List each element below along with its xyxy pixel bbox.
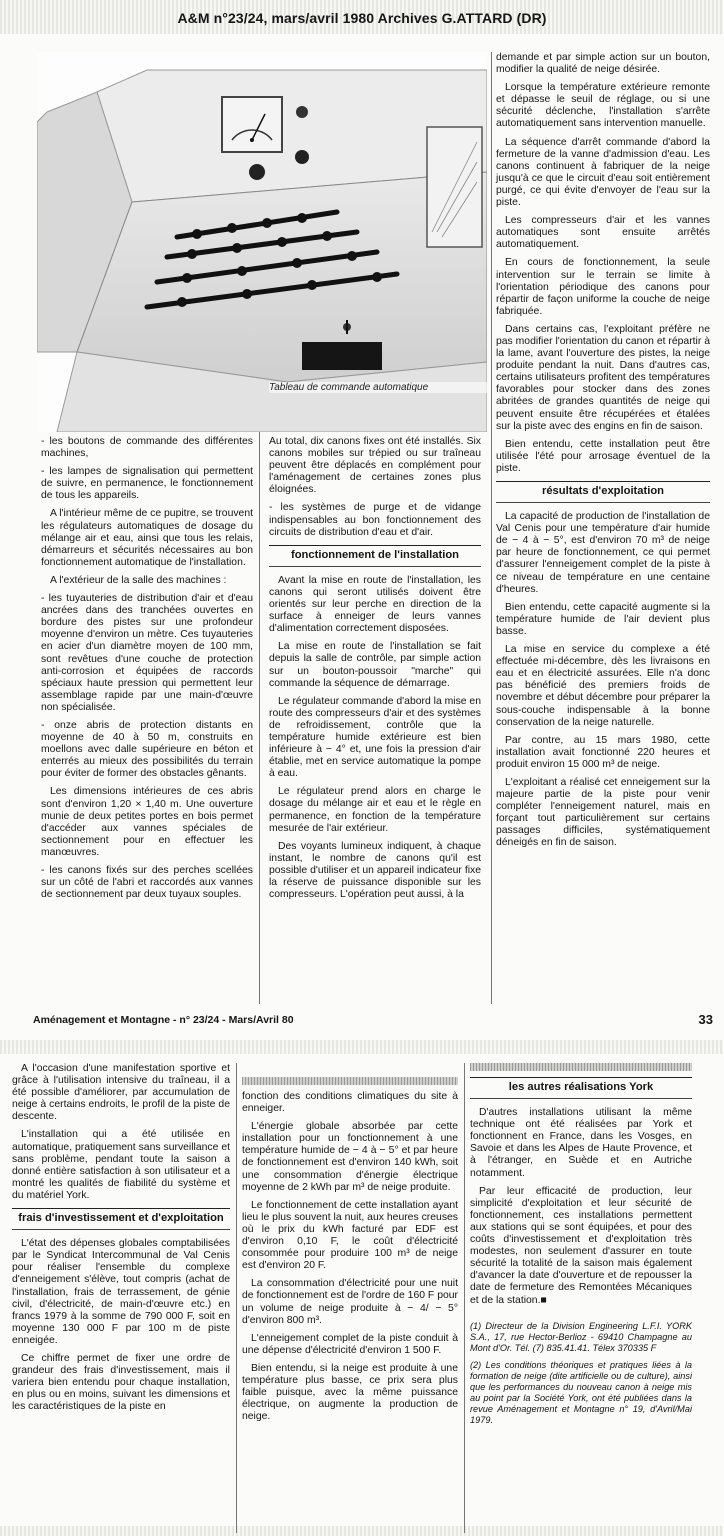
paragraph: La séquence d'arrêt commande d'abord la fermeture de la vanne d'admission d'eau. Les canons continuent à fabriquer de la neige jusqu'à ce que le circuit d'eau soit entièrement purgé, ce qui évite d'envoyer de l'eau sur la piste. — [496, 136, 710, 209]
column-divider — [491, 52, 492, 1004]
column-divider — [236, 1063, 237, 1533]
paragraph: fonction des conditions climatiques du site à enneiger. — [242, 1091, 458, 1115]
paragraph: L'enneigement complet de la piste conduit à une dépense d'électricité d'environ 1 500 F. — [242, 1332, 458, 1356]
paragraph: La consommation d'électricité pour une nuit de fonctionnement est de l'ordre de 160 F pour un volume de neige produite à − 4/ − 5° d'environ 800 m³. — [242, 1278, 458, 1326]
paragraph: - les canons fixés sur des perches scellées sur un côté de l'abri et raccordés aux vannes de sectionnement par deux tuyaux souples. — [41, 865, 253, 901]
footnotes — [470, 1321, 692, 1426]
paragraph: L'exploitant a réalisé cet enneigement sur la majeure partie de la piste pour venir compléter l'enneigement naturel, mais en forçant tout particulièrement sur certains passages difficiles, systématiquement déneigés en fin de saison. — [496, 776, 710, 849]
paragraph: L'état des dépenses globales comptabilisées par le Syndicat Intercommunal de Val Cenis pour réaliser l'ensemble du complexe d'enneigement s'élève, tout compris (achat de l'installation, frais de terrassement, de génie civil, d'électricité, de main-d'œuvre etc.) en francs 1979 à la somme de 790 000 F, soit en moyenne 130 000 F par 100 m de piste enneigée. — [12, 1238, 230, 1346]
paragraph: Ce chiffre permet de fixer une ordre de grandeur des frais d'investissement, mais il variera bien entendu pour chaque installation, en plus ou en moins, suivant les dimensions et les caractéristiques de la piste en — [12, 1352, 230, 1413]
footnote-2: (2) Les conditions théoriques et pratiques liées à la formation de neige (dite artificielle ou de culture), ainsi que les performances du nouveau canon à neige mis au point par la Société York, ont été publiées dans la revue Aménagement et Montagne n° 19, d'Avril/Mai 1979. — [470, 1359, 692, 1425]
paragraph: - les tuyauteries de distribution d'air et d'eau ancrées dans des tranchées ouvertes en bordure des pistes sur une profondeur moyenne d'environ un mètre. Ces tuyauteries en acier d'un diamètre moyen de 100 mm, sont revêtues d'une couche de protection anti-corrosion et équipées de raccords spéciaux haute pression qui permettent leur assemblage rapide par une main-d'œuvre non spécialisée. — [41, 593, 253, 713]
paragraph: Lorsque la température extérieure remonte et dépasse le seuil de réglage, ou si une sécurité déclenche, l'installation s'arrête automatiquement sans intervention manuelle. — [496, 82, 710, 130]
paragraph — [470, 1186, 692, 1307]
section-heading-operation: fonctionnement de l'installation — [269, 545, 481, 567]
page33-column-3 — [496, 52, 710, 856]
paragraph: Par contre, au 15 mars 1980, cette installation avait fonctionné 220 heures et produit environ 15 000 m³ de neige. — [496, 734, 710, 770]
page-footer — [33, 1012, 713, 1028]
section-heading-results: résultats d'exploitation — [496, 481, 710, 503]
paragraph: La mise en route de l'installation se fait depuis la salle de contrôle, par simple action sur un bouton-poussoir "marche" qui commande la séquence de démarrage. — [269, 641, 481, 689]
paragraph: Le régulateur prend alors en charge le dosage du mélange air et eau et le règle en permanence, en fonction de la température mesurée de l'air extérieur. — [269, 786, 481, 834]
section-heading-costs: frais d'investissement et d'exploitation — [12, 1208, 230, 1230]
paragraph: Des voyants lumineux indiquent, à chaque instant, le nombre de canons qu'il est possible d'utiliser et un appareil indicateur fixe la réserve de puissance disponible sur les compresseurs. L'opération peut aussi, à la — [269, 840, 481, 901]
control-panel-illustration — [37, 52, 487, 432]
page-number: 33 — [698, 1012, 713, 1027]
footnote-1: (1) Directeur de la Division Engineering L.F.I. YORK S.A., 17, rue Hector-Berlioz - 69410 Champagne au Mont d'Or. Tél. (7) 835.41.41. Télex 370335 F — [470, 1320, 692, 1353]
page34-column-1 — [12, 1063, 230, 1419]
paragraph: Bien entendu, si la neige est produite à une température plus basse, ce prix sera plus faible puisque, avec la même puissance électrique, on augmente la production de neige. — [242, 1362, 458, 1423]
paragraph-text: Par leur efficacité de production, leur simplicité d'exploitation et leur sécurité de fonctionnement, ces installations permettent aux stations qui se sont équipées, et pour des coûts d'investissement et d'exploitation très modestes, non seulement d'assurer en toute sécurité la totalité de la saison mais également d'avancer la date d'ouverture et de repousser la date de fermeture des Remontées Mécaniques et de la station. — [470, 1185, 692, 1306]
column-divider — [464, 1063, 465, 1533]
paragraph: Bien entendu, cette installation peut être utilisée l'été pour arrosage éventuel de la piste. — [496, 438, 710, 474]
separator-band — [0, 1040, 724, 1054]
paragraph: La mise en service du complexe a été effectuée mi-décembre, dès les livraisons en eau et en électricité assurées. Elle n'a donc pas bénéficié des premiers froids de novembre et début décembre pour préparer la sous-couche indispensable à la bonne conservation de la neige naturelle. — [496, 644, 710, 728]
paragraph: L'installation qui a été utilisée en automatique, pratiquement sans surveillance et sans problème, pendant toute la saison a donné entière satisfaction à son utilisateur et a montré les qualités de fiabilité du système et du matériel York. — [12, 1129, 230, 1201]
footer-publication: Aménagement et Montagne - n° 23/24 - Mars/Avril 80 — [33, 1014, 294, 1026]
paragraph: En cours de fonctionnement, la seule intervention sur le terrain se limite à l'orientation périodique des canons pour répartir de façon uniforme la couche de neige fabriquée. — [496, 257, 710, 317]
paragraph: - onze abris de protection distants en moyenne de 40 à 50 m, construits en moellons avec dalle supérieure en béton et enterrés au mieux des possibilités du terrain pour éviter de former des obstacles gênants. — [41, 719, 253, 780]
paragraph: Le fonctionnement de cette installation ayant lieu le plus souvent la nuit, aux heures creuses où le prix du kWh facturé par EDF est d'environ 0,10 F, le coût d'électricité consommée pour produire 100 m³ de neige est d'environ 20 F. — [242, 1199, 458, 1272]
end-mark: ■ — [540, 1294, 547, 1306]
page33-column-2 — [269, 436, 481, 907]
paragraph: Avant la mise en route de l'installation, les canons qui seront utilisés doivent être orientés sur leur perche en direction de la surface à enneiger de leurs vannes d'alimentation correctement disposées. — [269, 574, 481, 635]
paragraph: Bien entendu, cette capacité augmente si la température humide de l'air devient plus basse. — [496, 601, 710, 637]
decorative-bar — [470, 1063, 692, 1071]
paragraph: A l'occasion d'une manifestation sportive et grâce à l'utilisation intensive du traîneau, il a été possible d'améliorer, par accumulation de neige à certains endroits, le profil de la piste de descente. — [12, 1063, 230, 1123]
paragraph: Les compresseurs d'air et les vannes automatiques sont ensuite arrêtés automatiquement. — [496, 215, 710, 251]
paragraph: Dans certains cas, l'exploitant préfère ne pas modifier l'orientation du canon et répartir à la lame, avant l'ouverture des pistes, la neige produite pendant la nuit. Dans d'autres cas, certains utilisateurs profitent des températures favorables pour stocker dans des zones abritées de grandes quantités de neige qui peuvent ensuite être récupérées et étalées sur la piste avec des engins en fin de saison. — [496, 323, 710, 432]
paragraph: demande et par simple action sur un bouton, modifier la qualité de neige désirée. — [496, 52, 710, 76]
column-divider — [259, 432, 260, 1004]
paragraph: Au total, dix canons fixes ont été installés. Six canons mobiles sur trépied ou sur traîneau peuvent être déplacés en complément pour l'aménagement de certaines zones plus éloignées. — [269, 436, 481, 496]
paragraph: A l'intérieur même de ce pupitre, se trouvent les régulateurs automatiques de dosage du mélange air et eau, ainsi que tous les relais, démarreurs et sécurités nécessaires au bon fonctionnement automatique de l'installation. — [41, 508, 253, 568]
paragraph: - les systèmes de purge et de vidange indispensables au bon fonctionnement des circuits de distribution d'eau et d'air. — [269, 502, 481, 538]
paragraph: Les dimensions intérieures de ces abris sont d'environ 1,20 × 1,40 m. Une ouverture munie de deux petites portes en bois permet d'accéder aux vannes spéciales de sectionnement pour en effectuer les manœuvres. — [41, 786, 253, 858]
paragraph: L'énergie globale absorbée par cette installation pour un fonctionnement à une température humide de − 4 à − 5° et par heure de fonctionnement est d'environ 140 kWh, soit une consommation d'énergie électrique moyenne de 2 kWh par m³ de neige produite. — [242, 1121, 458, 1193]
photo-caption: Tableau de commande automatique — [269, 382, 487, 393]
page-34 — [8, 1063, 698, 1535]
decorative-bar — [242, 1077, 458, 1085]
paragraph: - les boutons de commande des différentes machines, — [41, 436, 253, 460]
section-heading-other-york: les autres réalisations York — [470, 1077, 692, 1099]
page34-column-2 — [242, 1063, 458, 1429]
paragraph: Le régulateur commande d'abord la mise en route des compresseurs d'air et des systèmes de refroidissement, contrôle que la température humide extérieure est bien inférieure à − 4° et, une fois la pression d'air établie, met en service automatique la pompe à eau. — [269, 695, 481, 780]
paragraph: A l'extérieur de la salle des machines : — [50, 574, 227, 586]
paragraph: D'autres installations utilisant la même technique ont été réalisées par York et fonctionnent en France, dans les Vosges, en Savoie et dans les Alpes de Haute Provence, et à l'étranger, en Suède et en Autriche notamment. — [470, 1107, 692, 1179]
control-panel-photo — [37, 52, 487, 432]
paragraph: La capacité de production de l'installation de Val Cenis pour une température d'air humide de − 4 à − 5°, est d'environ 70 m³ de neige par heure de fonctionnement, ce qui permet d'assurer l'enneigement complet de la piste à ce niveau de température en une centaine d'heures. — [496, 511, 710, 595]
paragraph: - les lampes de signalisation qui permettent de suivre, en permanence, le fonctionnement de tous les appareils. — [41, 466, 253, 502]
page33-column-1 — [41, 436, 253, 907]
page34-column-3 — [470, 1063, 692, 1432]
archive-header: A&M n°23/24, mars/avril 1980 Archives G.ATTARD (DR) — [177, 10, 547, 26]
page-33 — [33, 44, 710, 1004]
